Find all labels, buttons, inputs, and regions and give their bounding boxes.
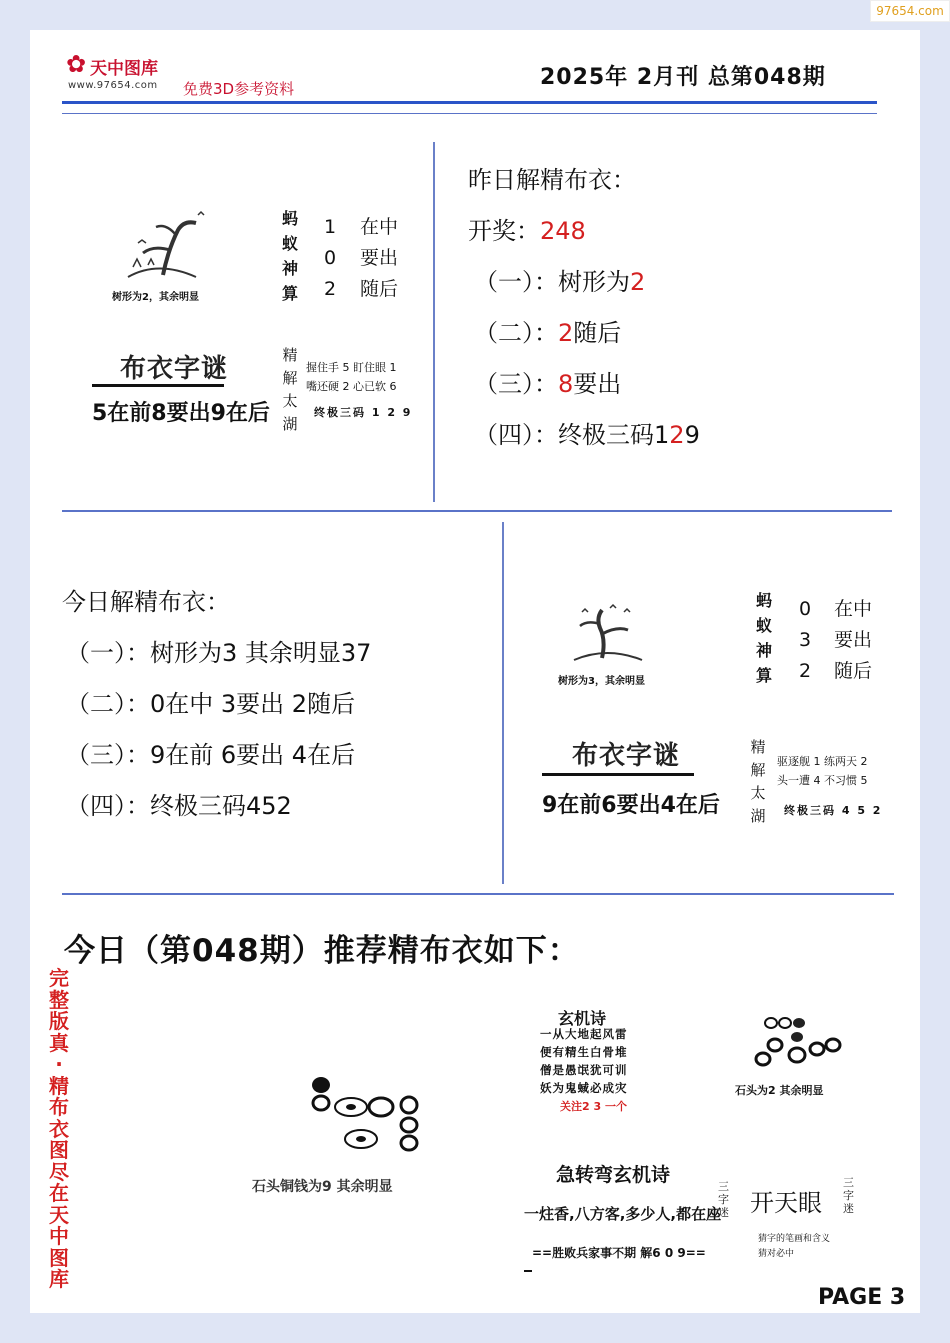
today-item-1: （一）：树形为3 其余明显37 [66,639,372,667]
stone-coin-figure [305,1075,435,1165]
stone-coin-caption: 石头铜钱为9 其余明显 [252,1179,393,1195]
header-divider-thin [62,113,877,114]
three-char-right: 三字迷 [843,1176,854,1215]
logo-icon: ✿ [66,50,87,78]
yesterday-item-1: （一）：树形为2 [474,268,646,296]
jjth-line-today-1: 驱逐舰 1 练两天 2 [777,755,868,768]
draw-result: 开奖：248 [468,217,586,245]
header-divider [62,101,877,104]
ant-words-yesterday: 在中 要出 随后 [360,216,399,300]
kaitianyan-title: 开天眼 [750,1189,822,1217]
ant-words-today: 在中 要出 随后 [834,598,873,682]
jjth-line-today-2: 头一遭 4 不习惯 5 [777,774,868,787]
logo-url[interactable]: www.97654.com [68,80,158,91]
today-vertical-divider [502,522,504,884]
today-title: 今日解精布衣： [62,588,230,616]
logo-name: 天中图库 [90,59,158,79]
mystic-poem-lines: 一从大地起风雷 便有精生白骨堆 僧是愚氓犹可训 妖为鬼蜮必成灾 [540,1027,628,1095]
jjth-label-today: 精 解 太 湖 [750,738,766,825]
three-char-left: 三字迷 [718,1180,729,1219]
yesterday-item-4: （四）：终极三码129 [474,421,700,449]
ant-label-yesterday: 蚂 蚁 神 算 [281,209,298,303]
jjth-final-yesterday: 终极三码 1 2 9 [314,406,413,419]
site-tag[interactable]: 97654.com [870,0,950,22]
today-item-2: （二）：0在中 3要出 2随后 [66,690,356,718]
section-divider-1 [62,510,892,512]
ant-numbers-today: 0 3 2 [798,598,812,682]
riddle-title-yesterday: 布衣字谜 [120,354,229,384]
jjth-line-yesterday-1: 握住手 5 盯住眼 1 [306,361,397,374]
yesterday-item-2: （二）：2随后 [474,319,622,347]
tree-caption-today: 树形为3，其余明显 [558,676,645,687]
riddle-answer-yesterday: 5在前8要出9在后 [92,401,270,426]
page-number: PAGE 3 [818,1285,906,1310]
turn-poem-title: 急转弯玄机诗 [556,1164,671,1186]
tree-figure-yesterday [108,205,208,285]
yesterday-item-3: （三）：8要出 [474,370,622,398]
jjth-final-today: 终极三码 4 5 2 [784,804,883,817]
tree-figure-today [562,598,652,668]
riddle-answer-today: 9在前6要出4在后 [542,793,720,818]
riddle-divider-yesterday [92,384,224,387]
kaitianyan-sub2: 猜对必中 [758,1249,795,1259]
jjth-line-yesterday-2: 嘴还硬 2 心已软 6 [306,380,397,393]
side-vertical-text: 完整版真·精布衣图尽在天中图库 [49,966,69,1291]
turn-poem-line: 一炷香,八方客,多少人,都在座 [524,1205,722,1223]
stone-figure [745,1015,845,1075]
ant-numbers-yesterday: 1 0 2 [323,216,337,300]
mystic-poem-note: 关注2 3 一个 [560,1100,627,1113]
yesterday-title: 昨日解精布衣： [468,166,636,194]
tree-caption-yesterday: 树形为2，其余明显 [112,292,199,303]
ant-label-today: 蚂 蚁 神 算 [755,591,772,685]
today-item-3: （三）：9在前 6要出 4在后 [66,741,356,769]
mystic-poem-title: 玄机诗 [558,1009,607,1028]
stone-caption: 石头为2 其余明显 [735,1084,824,1097]
today-item-4: （四）：终极三码452 [66,792,292,820]
yesterday-vertical-divider [433,142,435,502]
kaitianyan-sub1: 猜字的笔画和含义 [758,1234,831,1244]
riddle-title-today: 布衣字谜 [572,741,681,771]
section-divider-2 [62,893,894,895]
turn-poem-note: ==胜败兵家事不期 解6 0 9== [532,1246,706,1260]
slogan: 免费3D参考资料 [183,80,295,98]
issue-title: 2025年 2月刊 总第048期 [540,65,826,90]
recommend-heading: 今日（第048期）推荐精布衣如下： [64,933,580,969]
jjth-label-yesterday: 精 解 太 湖 [282,346,298,433]
turn-poem-dash [524,1270,532,1272]
riddle-divider-today [542,773,694,776]
